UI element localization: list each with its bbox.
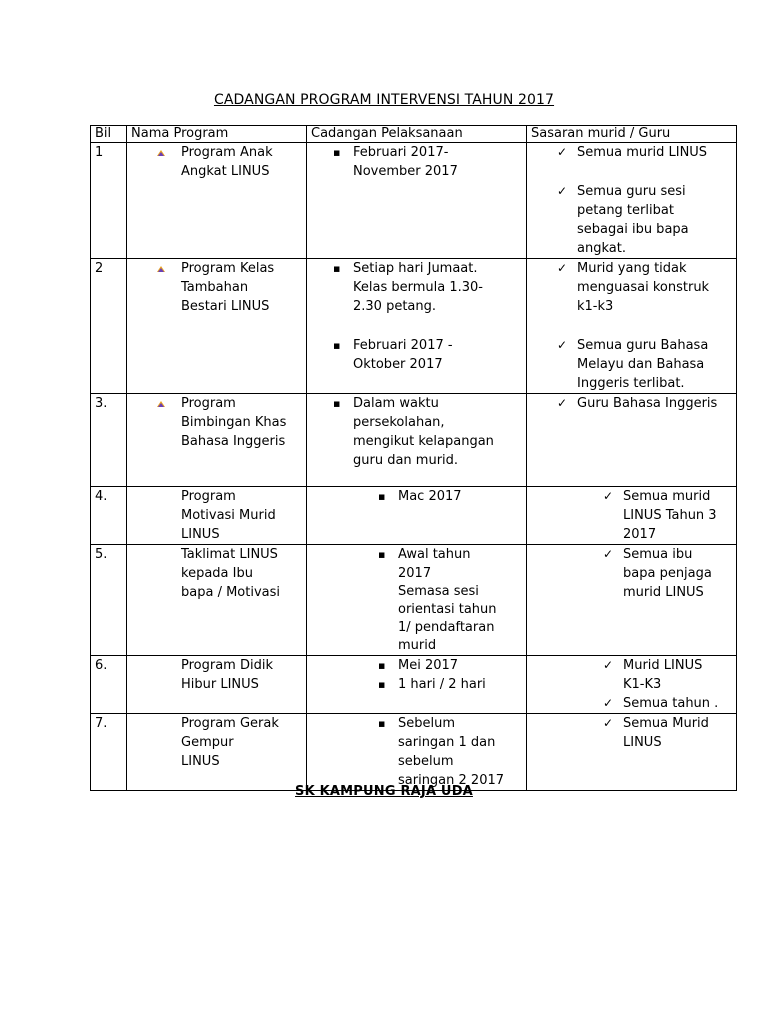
program-name-line: Program Kelas (181, 261, 275, 276)
plan-item (311, 656, 522, 675)
target-item (531, 694, 732, 713)
target-list (531, 545, 732, 602)
program-name (131, 394, 302, 451)
plan-list (311, 656, 522, 694)
target-text: k1-k3 (577, 299, 614, 314)
program-name-line: bapa / Motivasi (181, 585, 281, 600)
square-bullet-icon: ▪ (378, 548, 386, 561)
target-text: Semua guru sesi (577, 184, 686, 199)
checkmark-icon: ✓ (557, 145, 568, 159)
plan-cell (307, 143, 527, 259)
plan-text: Februari 2017 - (353, 338, 453, 353)
bullet-icon (156, 400, 166, 408)
plan-list (311, 714, 522, 790)
target-text: LINUS (623, 735, 662, 750)
target-cell (527, 259, 737, 394)
program-name (131, 143, 302, 181)
checkmark-icon: ✓ (603, 489, 614, 503)
square-bullet-icon: ▪ (378, 490, 386, 503)
target-text: sebagai ibu bapa (577, 222, 689, 237)
plan-list (311, 143, 522, 181)
plan-item (311, 336, 522, 374)
plan-cell (307, 714, 527, 791)
row-number: 4. (91, 487, 127, 545)
plan-text: saringan 2 2017 (398, 773, 505, 788)
program-name-line: kepada Ibu (181, 566, 253, 581)
plan-text: Sebelum (398, 716, 456, 731)
plan-text: persekolahan, (353, 415, 445, 430)
plan-item (311, 487, 522, 506)
target-item (531, 656, 732, 694)
target-cell (527, 656, 737, 714)
square-bullet-icon: ▪ (378, 717, 386, 730)
table-row (91, 545, 737, 656)
table-row (91, 143, 737, 259)
program-name-line: Bimbingan Khas (181, 415, 287, 430)
plan-list (311, 259, 522, 374)
target-text: K1-K3 (623, 677, 662, 692)
header-nama-program: Nama Program (127, 126, 307, 143)
header-cadangan-pelaksanaan: Cadangan Pelaksanaan (307, 126, 527, 143)
square-bullet-icon: ▪ (333, 146, 341, 159)
plan-item (311, 545, 522, 583)
plan-list (311, 545, 522, 655)
plan-item (311, 394, 522, 470)
target-text: 2017 (623, 527, 657, 542)
program-name-line: LINUS (181, 527, 220, 542)
plan-text: Kelas bermula 1.30- (353, 280, 483, 295)
plan-cell (307, 487, 527, 545)
target-list (531, 714, 732, 752)
target-item (531, 394, 732, 413)
target-list (531, 487, 732, 544)
spacer (531, 162, 732, 182)
target-item (531, 487, 732, 544)
program-name-line: Program Gerak (181, 716, 279, 731)
table-row (91, 487, 737, 545)
program-name-cell (127, 487, 307, 545)
checkmark-icon: ✓ (603, 696, 614, 710)
program-name (131, 259, 302, 316)
plan-note-line: orientasi tahun (398, 602, 497, 617)
table-header-row (91, 126, 737, 143)
spacer (311, 316, 522, 336)
target-list (531, 259, 732, 393)
program-name-cell (127, 143, 307, 259)
target-list (531, 394, 732, 413)
row-number: 3. (91, 394, 127, 487)
target-text: petang terlibat (577, 203, 674, 218)
program-name-line: Gempur (181, 735, 234, 750)
target-item (531, 182, 732, 258)
checkmark-icon: ✓ (603, 716, 614, 730)
program-name-cell (127, 656, 307, 714)
program-name-line: Angkat LINUS (181, 164, 270, 179)
plan-list (311, 487, 522, 506)
plan-item (311, 714, 522, 790)
plan-text: November 2017 (353, 164, 458, 179)
program-name-cell (127, 714, 307, 791)
target-item (531, 143, 732, 162)
program-table (90, 125, 737, 791)
program-name-line: Tambahan (181, 280, 249, 295)
plan-text: Awal tahun (398, 547, 471, 562)
checkmark-icon: ✓ (557, 338, 568, 352)
program-name-line: Program (181, 489, 236, 504)
target-item (531, 259, 732, 316)
plan-text: 2.30 petang. (353, 299, 437, 314)
plan-note-line: murid (398, 638, 437, 653)
program-name-line: Motivasi Murid (181, 508, 276, 523)
target-item (531, 545, 732, 602)
plan-text: Februari 2017- (353, 145, 449, 160)
plan-cell (307, 545, 527, 656)
header-bil: Bil (91, 126, 127, 143)
square-bullet-icon: ▪ (333, 339, 341, 352)
target-text: murid LINUS (623, 585, 704, 600)
target-text: Semua guru Bahasa (577, 338, 709, 353)
plan-text: 2017 (398, 566, 432, 581)
header-sasaran: Sasaran murid / Guru (527, 126, 737, 143)
program-name-cell (127, 545, 307, 656)
target-cell (527, 143, 737, 259)
plan-text: saringan 1 dan (398, 735, 496, 750)
plan-text: Mei 2017 (398, 658, 459, 673)
plan-item (311, 259, 522, 316)
plan-note-line: 1/ pendaftaran (398, 620, 495, 635)
target-list (531, 143, 732, 258)
target-text: bapa penjaga (623, 566, 712, 581)
plan-text: Dalam waktu (353, 396, 439, 411)
program-name (131, 487, 302, 544)
target-text: Semua murid (623, 489, 711, 504)
spacer (531, 316, 732, 336)
plan-cell (307, 394, 527, 487)
plan-text: guru dan murid. (353, 453, 459, 468)
target-cell (527, 545, 737, 656)
target-text: Semua tahun . (623, 696, 719, 711)
school-name: SK KAMPUNG RAJA UDA (295, 784, 473, 799)
square-bullet-icon: ▪ (333, 397, 341, 410)
row-number: 2 (91, 259, 127, 394)
target-text: Murid LINUS (623, 658, 703, 673)
table-row (91, 394, 737, 487)
target-cell (527, 714, 737, 791)
program-name (131, 714, 302, 771)
target-text: Murid yang tidak (577, 261, 687, 276)
table-row (91, 714, 737, 791)
row-number: 5. (91, 545, 127, 656)
checkmark-icon: ✓ (603, 658, 614, 672)
checkmark-icon: ✓ (603, 547, 614, 561)
plan-text: Mac 2017 (398, 489, 462, 504)
target-text: Guru Bahasa Inggeris (577, 396, 718, 411)
plan-text: Setiap hari Jumaat. (353, 261, 478, 276)
program-name-line: Bestari LINUS (181, 299, 270, 314)
plan-list (311, 394, 522, 470)
row-number: 7. (91, 714, 127, 791)
checkmark-icon: ✓ (557, 184, 568, 198)
target-cell (527, 487, 737, 545)
plan-cell (307, 259, 527, 394)
target-cell (527, 394, 737, 487)
plan-text: 1 hari / 2 hari (398, 677, 486, 692)
program-name-line: Taklimat LINUS (181, 547, 278, 562)
program-name-line: Bahasa Inggeris (181, 434, 286, 449)
target-text: Inggeris terlibat. (577, 376, 685, 391)
program-name (131, 545, 302, 602)
target-item (531, 336, 732, 393)
plan-cell (307, 656, 527, 714)
plan-text: sebelum (398, 754, 454, 769)
program-name-line: Program (181, 396, 236, 411)
plan-item (311, 143, 522, 181)
row-number: 1 (91, 143, 127, 259)
target-text: LINUS Tahun 3 (623, 508, 717, 523)
plan-text: mengikut kelapangan (353, 434, 494, 449)
target-text: Semua murid LINUS (577, 145, 708, 160)
target-list (531, 656, 732, 713)
target-text: angkat. (577, 241, 626, 256)
table-row (91, 656, 737, 714)
row-number: 6. (91, 656, 127, 714)
bullet-icon (156, 149, 166, 157)
checkmark-icon: ✓ (557, 261, 568, 275)
program-name-line: Hibur LINUS (181, 677, 259, 692)
program-name (131, 656, 302, 694)
plan-text: Oktober 2017 (353, 357, 443, 372)
square-bullet-icon: ▪ (333, 262, 341, 275)
plan-note (311, 583, 522, 655)
program-name-line: LINUS (181, 754, 220, 769)
program-name-cell (127, 394, 307, 487)
table-row (91, 259, 737, 394)
program-name-cell (127, 259, 307, 394)
target-text: Semua ibu (623, 547, 693, 562)
square-bullet-icon: ▪ (378, 678, 386, 691)
target-item (531, 714, 732, 752)
plan-note-line: Semasa sesi (398, 584, 479, 599)
target-text: Melayu dan Bahasa (577, 357, 705, 372)
square-bullet-icon: ▪ (378, 659, 386, 672)
bullet-icon (156, 265, 166, 273)
checkmark-icon: ✓ (557, 396, 568, 410)
plan-item (311, 675, 522, 694)
program-name-line: Program Didik (181, 658, 273, 673)
page-title: CADANGAN PROGRAM INTERVENSI TAHUN 2017 (213, 92, 555, 108)
target-text: menguasai konstruk (577, 280, 710, 295)
target-text: Semua Murid (623, 716, 709, 731)
program-name-line: Program Anak (181, 145, 273, 160)
